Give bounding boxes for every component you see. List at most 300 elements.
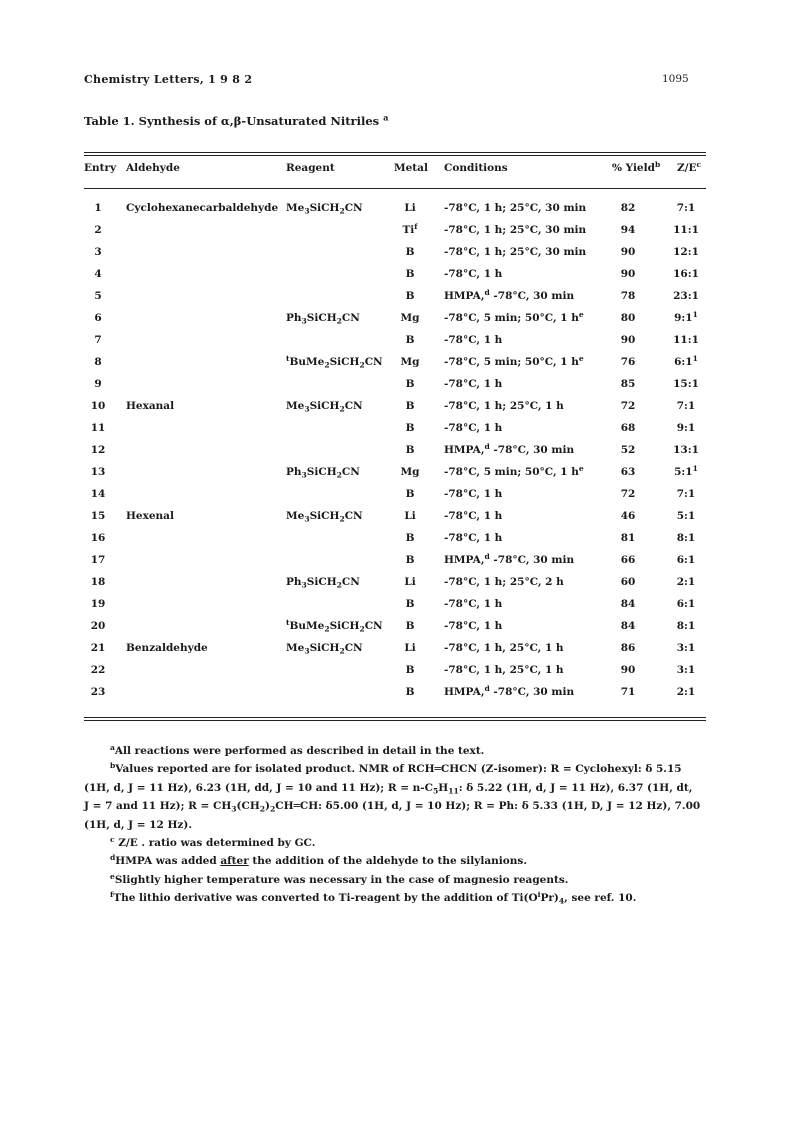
- metal-label: Mg: [400, 466, 420, 478]
- metal-label: B: [405, 444, 415, 456]
- cell-ze: [664, 488, 708, 500]
- footnote-e: [84, 871, 709, 889]
- ze-value: 6:1: [676, 598, 696, 610]
- cond-prefix: HMPA,: [444, 290, 485, 302]
- footnote-b-text: (CH: [236, 800, 260, 813]
- reagent-part: Me: [286, 510, 305, 522]
- cell-yield: 85: [620, 378, 636, 390]
- col-yield: [612, 159, 661, 174]
- reagent-sub: 2: [359, 624, 365, 634]
- footnote-a: [84, 742, 709, 760]
- footnote-b-cont3: [84, 816, 709, 834]
- cond-prefix-note: d: [484, 441, 490, 451]
- cell-conditions: [444, 683, 575, 698]
- footnote-b-sub: 3: [231, 804, 237, 814]
- cell-yield: 81: [620, 532, 636, 544]
- reagent-part: SiCH: [309, 642, 340, 654]
- metal-label: B: [405, 378, 415, 390]
- cell-yield: 86: [620, 642, 636, 654]
- reagent-part: CN: [341, 466, 360, 478]
- cell-yield: 72: [620, 488, 636, 500]
- footnote-b-text: : δ 5.22 (1H, d, J = 11 Hz), 6.37 (1H, dt,: [458, 781, 693, 794]
- reagent-part: SiCH: [329, 620, 360, 632]
- footnote-d-text: the addition of the aldehyde to the silylanions.: [248, 855, 527, 868]
- reagent-part: SiCH: [309, 510, 340, 522]
- reagent-part: SiCH: [309, 202, 340, 214]
- cell-metal: [394, 642, 426, 654]
- cell-entry: 23: [90, 686, 106, 698]
- cell-ze: [664, 532, 708, 544]
- cell-metal: [394, 532, 426, 544]
- cell-ze: [664, 309, 708, 324]
- ze-value: 9:1: [676, 422, 696, 434]
- reagent-sub: 3: [304, 646, 310, 656]
- metal-label: Li: [404, 576, 416, 588]
- col-yield-label: % Yield: [612, 162, 655, 174]
- cell-ze: [664, 400, 708, 412]
- reagent-sub: 2: [339, 404, 345, 414]
- cell-entry: 10: [90, 400, 106, 412]
- cell-entry: 16: [90, 532, 106, 544]
- cell-ze: [664, 642, 708, 654]
- cell-conditions: [444, 378, 502, 390]
- metal-label: B: [405, 532, 415, 544]
- cell-entry: 13: [90, 466, 106, 478]
- reagent-sub: 2: [339, 646, 345, 656]
- table-row: [84, 378, 706, 400]
- caption-note: a: [383, 112, 389, 123]
- cell-conditions: [444, 353, 584, 368]
- table-row: [84, 202, 706, 224]
- ze-value: 2:1: [676, 686, 696, 698]
- cond-text: -78°C, 30 min: [489, 554, 575, 566]
- cell-entry: 21: [90, 642, 106, 654]
- footnote-d-mark: d: [110, 853, 116, 863]
- cond-text: -78°C, 1 h; 25°C, 30 min: [444, 224, 587, 236]
- cond-text: -78°C, 1 h, 25°C, 1 h: [444, 642, 564, 654]
- reagent-sub: 2: [339, 514, 345, 524]
- cell-conditions: [444, 664, 564, 676]
- cell-metal: [394, 620, 426, 632]
- cell-yield: 63: [620, 466, 636, 478]
- footnote-b-mark: b: [110, 761, 116, 771]
- footnote-e-text: Slightly higher temperature was necessary in the case of magnesio reagents.: [114, 873, 569, 886]
- cond-prefix: HMPA,: [444, 554, 485, 566]
- metal-label: B: [405, 400, 415, 412]
- col-ze: [677, 159, 702, 174]
- cond-note: e: [578, 309, 584, 319]
- cell-conditions: [444, 224, 586, 236]
- cell-aldehyde: Hexanal: [126, 400, 175, 412]
- cell-conditions: [444, 620, 502, 632]
- footnotes: [84, 742, 709, 908]
- col-ze-label: Z/E: [677, 162, 697, 174]
- cell-yield: 71: [620, 686, 636, 698]
- cell-metal: [394, 356, 426, 368]
- cell-entry: 12: [90, 444, 106, 456]
- footnote-f-text: The lithio derivative was converted to Ti-reagent by the addition of Ti(O: [113, 892, 538, 905]
- ze-value: 5:1: [674, 466, 693, 478]
- cell-yield: 82: [620, 202, 636, 214]
- table-row: [84, 642, 706, 664]
- ze-note: 1: [692, 463, 698, 473]
- metal-label: Li: [404, 642, 416, 654]
- reagent-part: Me: [286, 642, 305, 654]
- metal-label: Ti: [402, 224, 415, 236]
- footnote-b: [84, 760, 709, 778]
- table-row: [84, 463, 706, 488]
- cell-yield: 52: [620, 444, 636, 456]
- bottom-rule-double: [84, 720, 706, 721]
- cond-text: -78°C, 1 h; 25°C, 2 h: [444, 576, 564, 588]
- journal-title: Chemistry Letters, 1 9 8 2: [84, 73, 253, 86]
- cell-reagent: [286, 312, 360, 324]
- cond-text: -78°C, 1 h: [444, 510, 503, 522]
- cell-conditions: [444, 441, 575, 456]
- col-reagent: Reagent: [286, 162, 335, 174]
- bottom-rule: [84, 717, 706, 718]
- footnote-b-cont2: [84, 797, 709, 815]
- cond-text: -78°C, 1 h: [444, 598, 503, 610]
- table-row: [84, 488, 706, 510]
- cell-entry: 15: [90, 510, 106, 522]
- metal-label: B: [405, 334, 415, 346]
- metal-label: B: [405, 488, 415, 500]
- table-row: [84, 532, 706, 554]
- top-rule-double: [84, 155, 706, 156]
- footnote-f: [84, 889, 709, 907]
- cell-yield: 90: [620, 268, 636, 280]
- ze-value: 15:1: [673, 378, 699, 390]
- cell-entry: 1: [94, 202, 102, 214]
- reagent-sub: 3: [301, 316, 307, 326]
- metal-label: B: [405, 246, 415, 258]
- footnote-b-sub: 11: [448, 786, 459, 796]
- footnote-a-mark: a: [110, 742, 115, 752]
- ze-value: 3:1: [676, 664, 696, 676]
- reagent-sub: 2: [324, 360, 330, 370]
- cell-ze: [664, 686, 708, 698]
- cell-ze: [664, 664, 708, 676]
- cell-reagent: [286, 576, 360, 588]
- cell-yield: 94: [620, 224, 636, 236]
- col-ze-note: c: [696, 159, 702, 169]
- cell-ze: [664, 290, 708, 302]
- cell-conditions: [444, 202, 586, 214]
- metal-label: B: [405, 664, 415, 676]
- ze-value: 6:1: [676, 554, 696, 566]
- cell-entry: 19: [90, 598, 106, 610]
- table-row: [84, 353, 706, 378]
- cell-entry: 14: [90, 488, 106, 500]
- cond-text: -78°C, 1 h, 25°C, 1 h: [444, 664, 564, 676]
- cell-ze: [664, 598, 708, 610]
- table-row: [84, 334, 706, 356]
- table-row: [84, 551, 706, 576]
- cell-reagent: [286, 642, 363, 654]
- reagent-sub: 2: [336, 470, 342, 480]
- reagent-sub: 2: [359, 360, 365, 370]
- cell-yield: 84: [620, 620, 636, 632]
- reagent-part: SiCH: [306, 576, 337, 588]
- table-row: [84, 422, 706, 444]
- cell-yield: 90: [620, 664, 636, 676]
- ze-value: 16:1: [673, 268, 699, 280]
- metal-label: Li: [404, 202, 416, 214]
- reagent-part: BuMe: [289, 620, 325, 632]
- reagent-part: CN: [341, 576, 360, 588]
- reagent-part: SiCH: [306, 312, 337, 324]
- reagent-part: CN: [364, 356, 383, 368]
- cell-reagent: [286, 617, 383, 634]
- footnote-d-underlined: after: [220, 855, 249, 868]
- cell-entry: 5: [94, 290, 102, 302]
- metal-label: B: [405, 598, 415, 610]
- cell-metal: [394, 312, 426, 324]
- cell-yield: 84: [620, 598, 636, 610]
- cell-yield: 66: [620, 554, 636, 566]
- reagent-sub: 2: [339, 206, 345, 216]
- cell-aldehyde: Hexenal: [126, 510, 174, 522]
- footnote-e-mark: e: [110, 871, 115, 881]
- metal-label: B: [405, 422, 415, 434]
- reagent-sub: 2: [324, 624, 330, 634]
- cell-reagent: [286, 466, 360, 478]
- cond-text: -78°C, 5 min; 50°C, 1 h: [444, 312, 579, 324]
- reagent-part: CN: [344, 510, 363, 522]
- cond-text: -78°C, 1 h: [444, 268, 503, 280]
- cell-ze: [664, 353, 708, 368]
- ze-note: 1: [692, 353, 698, 363]
- cell-yield: 60: [620, 576, 636, 588]
- ze-value: 6:1: [674, 356, 693, 368]
- cell-metal: [394, 444, 426, 456]
- reagent-prefix: t: [286, 617, 290, 627]
- cell-yield: 80: [620, 312, 636, 324]
- cell-entry: 18: [90, 576, 106, 588]
- cell-conditions: [444, 510, 502, 522]
- metal-label: B: [405, 554, 415, 566]
- cell-entry: 8: [94, 356, 102, 368]
- cell-reagent: [286, 400, 363, 412]
- cond-prefix-note: d: [484, 551, 490, 561]
- footnote-b-line4: (1H, d, J = 12 Hz).: [84, 818, 193, 831]
- cell-yield: 68: [620, 422, 636, 434]
- reagent-sub: 3: [304, 404, 310, 414]
- footnote-b-sub: 5: [433, 786, 439, 796]
- cell-yield: 90: [620, 334, 636, 346]
- cell-entry: 17: [90, 554, 106, 566]
- cond-text: -78°C, 1 h; 25°C, 30 min: [444, 202, 587, 214]
- cell-ze: [664, 463, 708, 478]
- cell-yield: 78: [620, 290, 636, 302]
- cell-reagent: [286, 353, 383, 370]
- cond-prefix: HMPA,: [444, 444, 485, 456]
- table-row: [84, 441, 706, 466]
- metal-note: f: [414, 221, 418, 231]
- ze-value: 9:1: [674, 312, 693, 324]
- reagent-sub: 3: [301, 580, 307, 590]
- cell-aldehyde: Benzaldehyde: [126, 642, 208, 654]
- col-conditions: Conditions: [444, 162, 508, 174]
- footnote-c-mark: c: [110, 834, 115, 844]
- cell-ze: [664, 444, 708, 456]
- footnote-c-text: Z/E . ratio was determined by GC.: [118, 837, 316, 850]
- cell-ze: [664, 378, 708, 390]
- footnote-b-line1: Values reported are for isolated product. NMR of RCH═CHCN (Z-isomer): R = Cyclohexyl: δ 5.15: [115, 763, 682, 776]
- cell-metal: [394, 246, 426, 258]
- metal-label: B: [405, 620, 415, 632]
- reagent-part: CN: [344, 400, 363, 412]
- footnote-b-sub: 2: [259, 804, 266, 814]
- footnote-b-line3: J = 7 and 11 Hz); R = CH: [84, 800, 232, 813]
- ze-value: 8:1: [676, 532, 696, 544]
- table-row: [84, 664, 706, 686]
- cond-prefix: HMPA,: [444, 686, 485, 698]
- cell-ze: [664, 202, 708, 214]
- footnote-f-sub: 4: [558, 896, 565, 906]
- cell-metal: [394, 378, 426, 390]
- cell-yield: 46: [620, 510, 636, 522]
- metal-label: B: [405, 290, 415, 302]
- cell-ze: [664, 224, 708, 236]
- cond-text: -78°C, 5 min; 50°C, 1 h: [444, 466, 579, 478]
- cond-text: -78°C, 1 h: [444, 532, 503, 544]
- table-row: [84, 268, 706, 290]
- cell-yield: 76: [620, 356, 636, 368]
- reagent-part: CN: [341, 312, 360, 324]
- cell-entry: 7: [94, 334, 102, 346]
- ze-value: 7:1: [676, 400, 696, 412]
- reagent-sub: 2: [336, 316, 342, 326]
- footnote-b-text: H: [438, 781, 449, 794]
- table-row: [84, 598, 706, 620]
- cond-text: -78°C, 30 min: [489, 444, 575, 456]
- cell-entry: 22: [90, 664, 106, 676]
- cell-conditions: [444, 598, 502, 610]
- ze-value: 5:1: [676, 510, 696, 522]
- cell-conditions: [444, 551, 575, 566]
- reagent-sub: 2: [336, 580, 342, 590]
- cond-text: -78°C, 1 h; 25°C, 1 h: [444, 400, 564, 412]
- reagent-prefix: t: [286, 353, 290, 363]
- cond-prefix-note: d: [484, 683, 490, 693]
- cell-conditions: [444, 532, 502, 544]
- header-rule: [84, 188, 706, 189]
- footnote-a-text: All reactions were performed as described in detail in the text.: [114, 745, 485, 757]
- cell-entry: 4: [94, 268, 102, 280]
- footnote-d: [84, 852, 709, 870]
- reagent-sub: 3: [301, 470, 307, 480]
- cell-ze: [664, 422, 708, 434]
- cond-text: -78°C, 1 h; 25°C, 30 min: [444, 246, 587, 258]
- ze-value: 3:1: [676, 642, 696, 654]
- cell-yield: 72: [620, 400, 636, 412]
- cell-metal: [394, 510, 426, 522]
- reagent-part: SiCH: [309, 400, 340, 412]
- footnote-b-sub: 2: [270, 804, 276, 814]
- page-number: 1095: [662, 73, 689, 85]
- footnote-f-mark: f: [110, 890, 114, 900]
- cell-metal: [394, 664, 426, 676]
- cell-conditions: [444, 642, 564, 654]
- ze-value: 11:1: [673, 224, 699, 236]
- cell-metal: [394, 466, 426, 478]
- cell-conditions: [444, 309, 584, 324]
- cell-metal: [394, 686, 426, 698]
- cell-entry: 11: [90, 422, 106, 434]
- reagent-part: Ph: [286, 466, 302, 478]
- footnote-b-line2: (1H, d, J = 11 Hz), 6.23 (1H, dd, J = 10 and 11 Hz); R = n-C: [84, 781, 434, 794]
- footnote-c: [84, 834, 709, 852]
- cond-note: e: [578, 353, 584, 363]
- cell-conditions: [444, 246, 586, 258]
- caption-text: Table 1. Synthesis of α,β-Unsaturated Nitriles: [84, 114, 380, 128]
- ze-value: 7:1: [676, 488, 696, 500]
- cell-reagent: [286, 202, 363, 214]
- ze-value: 12:1: [673, 246, 699, 258]
- cell-ze: [664, 554, 708, 566]
- cell-entry: 20: [90, 620, 106, 632]
- cell-entry: 2: [94, 224, 102, 236]
- cell-ze: [664, 510, 708, 522]
- metal-label: Mg: [400, 312, 420, 324]
- cell-ze: [664, 334, 708, 346]
- cell-conditions: [444, 400, 564, 412]
- top-rule: [84, 152, 706, 153]
- ze-value: 8:1: [676, 620, 696, 632]
- cond-prefix-note: d: [484, 287, 490, 297]
- table-row: [84, 576, 706, 598]
- metal-label: B: [405, 686, 415, 698]
- cell-conditions: [444, 576, 564, 588]
- table-row: [84, 400, 706, 422]
- table-caption: [84, 114, 389, 128]
- cell-metal: [394, 554, 426, 566]
- cell-reagent: [286, 510, 363, 522]
- col-metal: Metal: [394, 162, 428, 174]
- cell-ze: [664, 268, 708, 280]
- cell-metal: [394, 488, 426, 500]
- footnote-d-text: HMPA was added: [115, 855, 221, 868]
- cell-metal: [394, 422, 426, 434]
- ze-value: 23:1: [673, 290, 699, 302]
- col-aldehyde: Aldehyde: [126, 162, 180, 174]
- reagent-part: Me: [286, 400, 305, 412]
- cell-conditions: [444, 422, 502, 434]
- footnote-b-text: ): [265, 800, 270, 813]
- table-row: [84, 221, 706, 246]
- table-row: [84, 246, 706, 268]
- ze-value: 7:1: [676, 202, 696, 214]
- cell-metal: [394, 598, 426, 610]
- cell-conditions: [444, 287, 575, 302]
- reagent-part: SiCH: [306, 466, 337, 478]
- cell-metal: [394, 334, 426, 346]
- cell-entry: 9: [94, 378, 102, 390]
- cell-conditions: [444, 334, 502, 346]
- col-entry: Entry: [84, 162, 117, 174]
- table-row: [84, 510, 706, 532]
- cell-yield: 90: [620, 246, 636, 258]
- cell-aldehyde: Cyclohexanecarbaldehyde: [126, 202, 279, 214]
- cell-metal: [394, 202, 426, 214]
- cond-text: -78°C, 1 h: [444, 488, 503, 500]
- table-row: [84, 683, 706, 708]
- cell-ze: [664, 576, 708, 588]
- reagent-part: Me: [286, 202, 305, 214]
- cell-conditions: [444, 463, 584, 478]
